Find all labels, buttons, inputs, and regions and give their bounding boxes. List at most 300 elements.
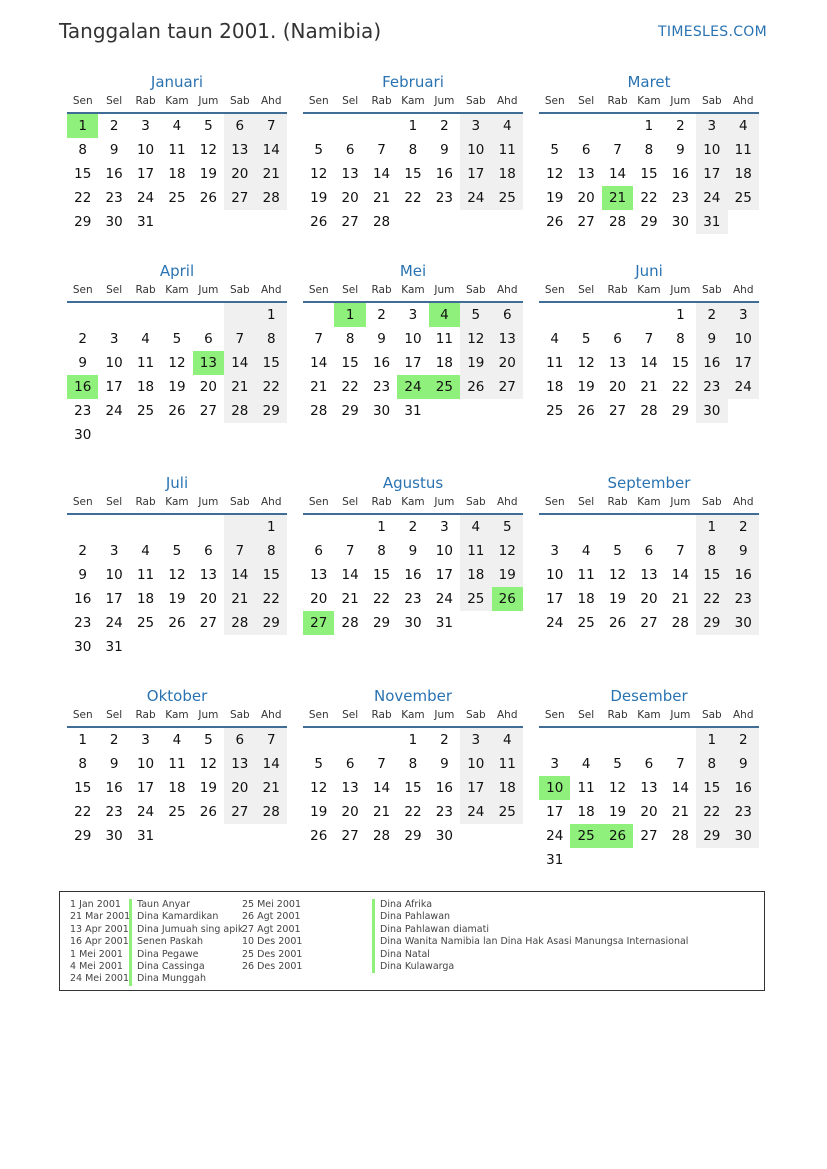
day-cell[interactable]: 6 [204, 543, 213, 559]
day-cell[interactable]: 9 [78, 355, 87, 371]
day-cell[interactable]: 16 [404, 567, 422, 583]
day-cell[interactable]: 2 [109, 732, 119, 748]
day-cell[interactable]: 4 [141, 331, 150, 347]
day-cell[interactable]: 29 [74, 214, 92, 230]
day-cell[interactable]: 20 [341, 190, 359, 206]
day-cell[interactable]: 10 [435, 543, 453, 559]
day-cell[interactable]: 29 [696, 611, 727, 635]
day-cell[interactable]: 14 [372, 166, 391, 182]
day-cell[interactable]: 30 [404, 615, 422, 631]
day-cell[interactable]: 15 [74, 780, 92, 796]
day-cell[interactable]: 5 [172, 331, 182, 347]
day-cell[interactable]: 22 [74, 190, 92, 206]
day-cell[interactable]: 3 [460, 728, 491, 752]
day-cell[interactable]: 14 [224, 351, 255, 375]
day-cell[interactable]: 18 [492, 776, 523, 800]
day-cell[interactable]: 15 [696, 776, 727, 800]
day-cell[interactable]: 4 [172, 118, 182, 134]
day-cell[interactable]: 8 [696, 752, 727, 776]
day-cell[interactable]: 17 [105, 379, 123, 395]
day-cell[interactable]: 12 [310, 166, 328, 182]
day-cell[interactable]: 11 [546, 355, 564, 371]
day-cell[interactable]: 6 [644, 756, 654, 772]
day-cell[interactable]: 8 [256, 327, 287, 351]
day-cell[interactable]: 3 [728, 303, 759, 327]
day-cell[interactable]: 26 [310, 214, 328, 230]
day-cell[interactable]: 2 [440, 732, 449, 748]
day-cell[interactable]: 2 [440, 118, 449, 134]
day-cell[interactable]: 18 [577, 804, 595, 820]
day-cell[interactable]: 12 [460, 327, 491, 351]
day-cell[interactable]: 4 [581, 543, 591, 559]
day-cell[interactable]: 27 [492, 375, 523, 399]
holiday-day[interactable]: 4 [429, 303, 460, 327]
day-cell[interactable]: 24 [136, 804, 155, 820]
day-cell[interactable]: 24 [546, 615, 564, 631]
day-cell[interactable]: 18 [492, 162, 523, 186]
day-cell[interactable]: 28 [640, 403, 658, 419]
day-cell[interactable]: 14 [671, 780, 689, 796]
day-cell[interactable]: 31 [546, 852, 564, 868]
day-cell[interactable]: 2 [109, 118, 119, 134]
day-cell[interactable]: 21 [256, 162, 287, 186]
day-cell[interactable]: 15 [640, 166, 658, 182]
holiday-day[interactable]: 10 [539, 776, 570, 800]
day-cell[interactable]: 31 [105, 639, 123, 655]
day-cell[interactable]: 15 [341, 355, 359, 371]
day-cell[interactable]: 25 [136, 615, 155, 631]
day-cell[interactable]: 17 [404, 355, 422, 371]
day-cell[interactable]: 6 [224, 728, 255, 752]
day-cell[interactable]: 5 [581, 331, 591, 347]
day-cell[interactable]: 13 [577, 166, 595, 182]
day-cell[interactable]: 10 [728, 327, 759, 351]
day-cell[interactable]: 23 [74, 615, 92, 631]
day-cell[interactable]: 21 [224, 375, 255, 399]
day-cell[interactable]: 16 [105, 780, 123, 796]
day-cell[interactable]: 15 [256, 351, 287, 375]
day-cell[interactable]: 14 [640, 355, 658, 371]
day-cell[interactable]: 7 [644, 331, 654, 347]
day-cell[interactable]: 12 [608, 567, 627, 583]
day-cell[interactable]: 16 [435, 166, 453, 182]
day-cell[interactable]: 21 [671, 591, 689, 607]
day-cell[interactable]: 9 [408, 543, 418, 559]
day-cell[interactable]: 23 [404, 591, 422, 607]
day-cell[interactable]: 16 [728, 563, 759, 587]
day-cell[interactable]: 13 [341, 780, 359, 796]
day-cell[interactable]: 23 [671, 190, 689, 206]
day-cell[interactable]: 13 [640, 567, 658, 583]
day-cell[interactable]: 4 [581, 756, 591, 772]
holiday-day[interactable]: 25 [429, 375, 460, 399]
day-cell[interactable]: 27 [199, 615, 217, 631]
day-cell[interactable]: 24 [460, 186, 491, 210]
day-cell[interactable]: 22 [696, 800, 727, 824]
holiday-day[interactable]: 16 [67, 375, 98, 399]
day-cell[interactable]: 31 [696, 210, 727, 234]
day-cell[interactable]: 30 [696, 399, 727, 423]
day-cell[interactable]: 4 [172, 732, 182, 748]
day-cell[interactable]: 18 [168, 166, 186, 182]
day-cell[interactable]: 31 [136, 214, 155, 230]
day-cell[interactable]: 26 [577, 403, 595, 419]
day-cell[interactable]: 12 [168, 355, 186, 371]
day-cell[interactable]: 10 [696, 138, 727, 162]
day-cell[interactable]: 13 [608, 355, 627, 371]
holiday-day[interactable]: 26 [602, 824, 633, 848]
holiday-day[interactable]: 1 [334, 303, 365, 327]
day-cell[interactable]: 14 [224, 563, 255, 587]
day-cell[interactable]: 22 [372, 591, 391, 607]
day-cell[interactable]: 17 [435, 567, 453, 583]
day-cell[interactable]: 5 [492, 515, 523, 539]
day-cell[interactable]: 17 [460, 162, 491, 186]
day-cell[interactable]: 27 [341, 828, 359, 844]
day-cell[interactable]: 24 [105, 615, 123, 631]
day-cell[interactable]: 20 [608, 379, 627, 395]
day-cell[interactable]: 26 [168, 615, 186, 631]
day-cell[interactable]: 3 [141, 732, 150, 748]
day-cell[interactable]: 17 [546, 591, 564, 607]
day-cell[interactable]: 18 [168, 780, 186, 796]
day-cell[interactable]: 16 [74, 591, 92, 607]
day-cell[interactable]: 26 [460, 375, 491, 399]
day-cell[interactable]: 21 [372, 804, 391, 820]
day-cell[interactable]: 3 [109, 331, 119, 347]
day-cell[interactable]: 4 [492, 728, 523, 752]
day-cell[interactable]: 12 [546, 166, 564, 182]
day-cell[interactable]: 14 [671, 567, 689, 583]
day-cell[interactable]: 6 [224, 114, 255, 138]
day-cell[interactable]: 17 [696, 162, 727, 186]
day-cell[interactable]: 29 [404, 828, 422, 844]
day-cell[interactable]: 17 [728, 351, 759, 375]
holiday-day[interactable]: 25 [570, 824, 601, 848]
day-cell[interactable]: 25 [168, 190, 186, 206]
day-cell[interactable]: 11 [136, 355, 155, 371]
day-cell[interactable]: 30 [728, 611, 759, 635]
day-cell[interactable]: 28 [256, 186, 287, 210]
brand-logo-text[interactable]: TIMESLES.COM [658, 24, 767, 40]
day-cell[interactable]: 7 [676, 543, 685, 559]
day-cell[interactable]: 25 [136, 403, 155, 419]
day-cell[interactable]: 3 [408, 307, 418, 323]
day-cell[interactable]: 19 [199, 166, 217, 182]
day-cell[interactable]: 29 [256, 399, 287, 423]
day-cell[interactable]: 13 [640, 780, 658, 796]
day-cell[interactable]: 12 [608, 780, 627, 796]
day-cell[interactable]: 8 [408, 756, 418, 772]
day-cell[interactable]: 14 [256, 138, 287, 162]
day-cell[interactable]: 24 [460, 800, 491, 824]
day-cell[interactable]: 1 [676, 307, 685, 323]
day-cell[interactable]: 7 [314, 331, 323, 347]
day-cell[interactable]: 1 [377, 519, 386, 535]
day-cell[interactable]: 5 [613, 756, 622, 772]
day-cell[interactable]: 9 [676, 142, 685, 158]
day-cell[interactable]: 10 [136, 142, 155, 158]
day-cell[interactable]: 28 [372, 214, 391, 230]
day-cell[interactable]: 26 [199, 190, 217, 206]
day-cell[interactable]: 3 [460, 114, 491, 138]
day-cell[interactable]: 23 [435, 190, 453, 206]
day-cell[interactable]: 2 [696, 303, 727, 327]
day-cell[interactable]: 6 [314, 543, 323, 559]
day-cell[interactable]: 25 [460, 587, 491, 611]
holiday-day[interactable]: 1 [67, 114, 98, 138]
day-cell[interactable]: 10 [136, 756, 155, 772]
day-cell[interactable]: 28 [224, 399, 255, 423]
day-cell[interactable]: 6 [345, 756, 355, 772]
day-cell[interactable]: 18 [460, 563, 491, 587]
day-cell[interactable]: 20 [310, 591, 328, 607]
day-cell[interactable]: 11 [577, 780, 595, 796]
day-cell[interactable]: 30 [74, 427, 92, 443]
day-cell[interactable]: 9 [696, 327, 727, 351]
day-cell[interactable]: 29 [640, 214, 658, 230]
day-cell[interactable]: 16 [696, 351, 727, 375]
day-cell[interactable]: 6 [492, 303, 523, 327]
day-cell[interactable]: 11 [168, 756, 186, 772]
day-cell[interactable]: 6 [345, 142, 355, 158]
day-cell[interactable]: 5 [204, 118, 213, 134]
day-cell[interactable]: 8 [377, 543, 386, 559]
day-cell[interactable]: 1 [408, 732, 418, 748]
day-cell[interactable]: 24 [728, 375, 759, 399]
day-cell[interactable]: 25 [168, 804, 186, 820]
day-cell[interactable]: 5 [314, 756, 323, 772]
day-cell[interactable]: 15 [671, 355, 689, 371]
day-cell[interactable]: 28 [256, 800, 287, 824]
day-cell[interactable]: 17 [105, 591, 123, 607]
day-cell[interactable]: 10 [105, 355, 123, 371]
day-cell[interactable]: 28 [310, 403, 328, 419]
day-cell[interactable]: 7 [345, 543, 355, 559]
day-cell[interactable]: 20 [224, 162, 255, 186]
day-cell[interactable]: 7 [256, 114, 287, 138]
day-cell[interactable]: 7 [377, 756, 386, 772]
day-cell[interactable]: 27 [341, 214, 359, 230]
day-cell[interactable]: 4 [550, 331, 559, 347]
day-cell[interactable]: 5 [460, 303, 491, 327]
day-cell[interactable]: 12 [199, 756, 217, 772]
day-cell[interactable]: 20 [224, 776, 255, 800]
day-cell[interactable]: 24 [546, 828, 564, 844]
day-cell[interactable]: 9 [728, 539, 759, 563]
day-cell[interactable]: 30 [105, 828, 123, 844]
day-cell[interactable]: 27 [608, 403, 627, 419]
day-cell[interactable]: 15 [74, 166, 92, 182]
day-cell[interactable]: 22 [671, 379, 689, 395]
day-cell[interactable]: 5 [204, 732, 213, 748]
day-cell[interactable]: 8 [408, 142, 418, 158]
day-cell[interactable]: 9 [728, 752, 759, 776]
day-cell[interactable]: 30 [74, 639, 92, 655]
day-cell[interactable]: 13 [310, 567, 328, 583]
day-cell[interactable]: 23 [728, 800, 759, 824]
day-cell[interactable]: 23 [696, 375, 727, 399]
day-cell[interactable]: 10 [546, 567, 564, 583]
day-cell[interactable]: 7 [613, 142, 622, 158]
day-cell[interactable]: 21 [671, 804, 689, 820]
day-cell[interactable]: 13 [224, 752, 255, 776]
day-cell[interactable]: 4 [728, 114, 759, 138]
day-cell[interactable]: 1 [256, 515, 287, 539]
day-cell[interactable]: 22 [74, 804, 92, 820]
day-cell[interactable]: 12 [577, 355, 595, 371]
day-cell[interactable]: 1 [644, 118, 654, 134]
day-cell[interactable]: 14 [341, 567, 359, 583]
day-cell[interactable]: 22 [256, 375, 287, 399]
day-cell[interactable]: 27 [224, 186, 255, 210]
day-cell[interactable]: 5 [613, 543, 622, 559]
day-cell[interactable]: 19 [168, 379, 186, 395]
day-cell[interactable]: 24 [435, 591, 453, 607]
day-cell[interactable]: 17 [136, 780, 155, 796]
day-cell[interactable]: 1 [696, 515, 727, 539]
day-cell[interactable]: 19 [460, 351, 491, 375]
day-cell[interactable]: 31 [435, 615, 453, 631]
day-cell[interactable]: 23 [105, 190, 123, 206]
day-cell[interactable]: 23 [105, 804, 123, 820]
day-cell[interactable]: 27 [577, 214, 595, 230]
day-cell[interactable]: 11 [168, 142, 186, 158]
day-cell[interactable]: 7 [377, 142, 386, 158]
day-cell[interactable]: 18 [728, 162, 759, 186]
day-cell[interactable]: 24 [696, 186, 727, 210]
day-cell[interactable]: 11 [728, 138, 759, 162]
holiday-day[interactable]: 26 [492, 587, 523, 611]
day-cell[interactable]: 25 [492, 186, 523, 210]
day-cell[interactable]: 15 [372, 567, 391, 583]
day-cell[interactable]: 27 [224, 800, 255, 824]
day-cell[interactable]: 31 [136, 828, 155, 844]
day-cell[interactable]: 30 [671, 214, 689, 230]
day-cell[interactable]: 15 [696, 563, 727, 587]
day-cell[interactable]: 3 [550, 543, 559, 559]
day-cell[interactable]: 14 [256, 752, 287, 776]
day-cell[interactable]: 30 [105, 214, 123, 230]
day-cell[interactable]: 28 [341, 615, 359, 631]
day-cell[interactable]: 8 [676, 331, 685, 347]
day-cell[interactable]: 18 [546, 379, 564, 395]
day-cell[interactable]: 5 [550, 142, 559, 158]
day-cell[interactable]: 8 [696, 539, 727, 563]
day-cell[interactable]: 20 [199, 379, 217, 395]
day-cell[interactable]: 28 [372, 828, 391, 844]
day-cell[interactable]: 21 [341, 591, 359, 607]
day-cell[interactable]: 30 [435, 828, 453, 844]
day-cell[interactable]: 2 [408, 519, 418, 535]
day-cell[interactable]: 9 [109, 756, 119, 772]
day-cell[interactable]: 4 [141, 543, 150, 559]
day-cell[interactable]: 15 [404, 166, 422, 182]
day-cell[interactable]: 19 [608, 591, 627, 607]
day-cell[interactable]: 16 [372, 355, 391, 371]
day-cell[interactable]: 3 [550, 756, 559, 772]
day-cell[interactable]: 24 [105, 403, 123, 419]
day-cell[interactable]: 22 [404, 804, 422, 820]
day-cell[interactable]: 6 [204, 331, 213, 347]
day-cell[interactable]: 11 [492, 138, 523, 162]
holiday-day[interactable]: 13 [193, 351, 224, 375]
day-cell[interactable]: 5 [314, 142, 323, 158]
day-cell[interactable]: 19 [199, 780, 217, 796]
day-cell[interactable]: 9 [377, 331, 386, 347]
day-cell[interactable]: 19 [608, 804, 627, 820]
day-cell[interactable]: 22 [256, 587, 287, 611]
day-cell[interactable]: 13 [492, 327, 523, 351]
day-cell[interactable]: 8 [78, 142, 87, 158]
day-cell[interactable]: 9 [440, 142, 449, 158]
day-cell[interactable]: 7 [224, 539, 255, 563]
day-cell[interactable]: 27 [640, 615, 658, 631]
day-cell[interactable]: 26 [546, 214, 564, 230]
day-cell[interactable]: 11 [435, 331, 453, 347]
day-cell[interactable]: 26 [608, 615, 627, 631]
day-cell[interactable]: 14 [608, 166, 627, 182]
day-cell[interactable]: 7 [256, 728, 287, 752]
day-cell[interactable]: 18 [577, 591, 595, 607]
day-cell[interactable]: 26 [168, 403, 186, 419]
day-cell[interactable]: 22 [404, 190, 422, 206]
day-cell[interactable]: 16 [728, 776, 759, 800]
day-cell[interactable]: 24 [136, 190, 155, 206]
day-cell[interactable]: 10 [460, 752, 491, 776]
day-cell[interactable]: 18 [435, 355, 453, 371]
day-cell[interactable]: 4 [492, 114, 523, 138]
day-cell[interactable]: 12 [199, 142, 217, 158]
day-cell[interactable]: 12 [168, 567, 186, 583]
day-cell[interactable]: 9 [440, 756, 449, 772]
day-cell[interactable]: 28 [671, 828, 689, 844]
day-cell[interactable]: 26 [310, 828, 328, 844]
day-cell[interactable]: 2 [676, 118, 685, 134]
day-cell[interactable]: 9 [109, 142, 119, 158]
day-cell[interactable]: 23 [435, 804, 453, 820]
day-cell[interactable]: 22 [696, 587, 727, 611]
day-cell[interactable]: 10 [105, 567, 123, 583]
day-cell[interactable]: 12 [492, 539, 523, 563]
day-cell[interactable]: 13 [341, 166, 359, 182]
day-cell[interactable]: 23 [372, 379, 391, 395]
day-cell[interactable]: 14 [310, 355, 328, 371]
day-cell[interactable]: 30 [372, 403, 391, 419]
day-cell[interactable]: 27 [199, 403, 217, 419]
day-cell[interactable]: 28 [671, 615, 689, 631]
day-cell[interactable]: 25 [492, 800, 523, 824]
day-cell[interactable]: 8 [644, 142, 654, 158]
day-cell[interactable]: 14 [372, 780, 391, 796]
day-cell[interactable]: 1 [696, 728, 727, 752]
day-cell[interactable]: 29 [256, 611, 287, 635]
day-cell[interactable]: 17 [460, 776, 491, 800]
day-cell[interactable]: 29 [341, 403, 359, 419]
day-cell[interactable]: 6 [644, 543, 654, 559]
day-cell[interactable]: 12 [310, 780, 328, 796]
day-cell[interactable]: 16 [671, 166, 689, 182]
holiday-day[interactable]: 27 [303, 611, 334, 635]
day-cell[interactable]: 21 [256, 776, 287, 800]
day-cell[interactable]: 3 [109, 543, 119, 559]
day-cell[interactable]: 19 [546, 190, 564, 206]
day-cell[interactable]: 23 [74, 403, 92, 419]
day-cell[interactable]: 2 [78, 331, 87, 347]
day-cell[interactable]: 31 [404, 403, 422, 419]
day-cell[interactable]: 26 [199, 804, 217, 820]
day-cell[interactable]: 11 [136, 567, 155, 583]
